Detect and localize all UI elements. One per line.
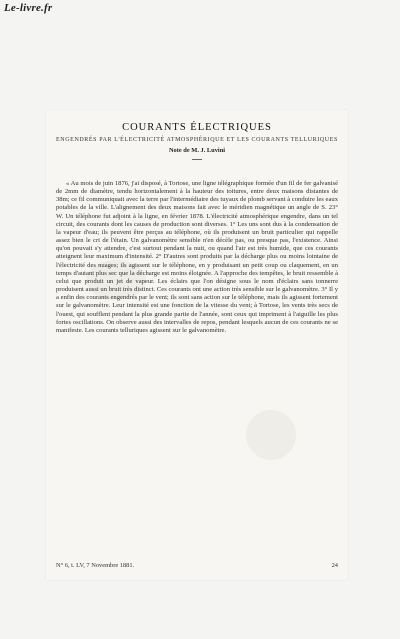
page-footer: [56, 562, 338, 569]
issue-reference: N° 6, t. LV, 7 Novembre 1881.: [56, 562, 135, 569]
page-number: 24: [331, 562, 338, 569]
article-subtitle: ENGENDRÉS PAR L'ÉLECTRICITÉ ATMOSPHÉRIQUE ET LES COURANTS TELLURIQUES: [56, 137, 338, 143]
article-header: [46, 122, 348, 160]
title-rule: [192, 159, 202, 160]
article-paragraph: « Au mois de juin 1876, j'ai disposé, à Tortose, une ligne télégraphique formée d'un fil de fer galvanisé de 2mm de diamètre, tendu horizontalement à la hauteur des toitures, entre deux maisons distantes de 38m; ce fil communiquait avec la terre par l'intermédiaire des tuyaux de plomb servant à conduire les eaux potables de la ville. L'alignement des deux maisons fait avec le méridien magnétique un angle de S. 23° W. Un téléphone fut adjoint à la ligne, en février 1878. L'électricité atmosphérique engendre, dans un tel circuit, des courants dont les causes de production sont diverses. 1° Les uns sont dus à la condensation de la vapeur d'eau; ils peuvent être perçus au téléphone, où ils produisent un bruit particulier qui rappelle assez bien le cri de l'étain. Un galvanomètre sensible n'en décèle pas, ou presque pas, l'existence. Ainsi qu'on pouvait s'y attendre, c'est surtout pendant la nuit, ou quand l'air est très humide, que ces courants atteignent leur maximum d'intensité. 2° D'autres sont produits par la décharge plus ou moins lointaine de l'électricité des nuages; ils agissent sur le téléphone, en y produisant un petit coup ou claquement, en un temps d'autant plus sec que la décharge est moins éloignée. A l'approche des tempêtes, le bruit ressemble à celui que produit un jet de vapeur. Les éclairs que l'on désigne sous le nom d'éclairs sans tonnerre produisent aussi un bruit très distinct. Ces courants ont une action très sensible sur le galvanomètre. 3° Il y a enfin des courants engendrés par le vent; ils sont sans action sur le téléphone, mais ils agissent fortement sur le galvanomètre. Leur intensité est une fonction de la vitesse du vent; à Tortose, les vents très secs de l'ouest, qui soufflent pendant la plus grande partie de l'année, sont ceux qui impriment à l'aiguille les plus fortes oscillations. On observe aussi des intervalles de repos, pendant lesquels aucun de ces courants ne se manifeste. Les courants telluriques agissent sur le galvanomètre.: [56, 180, 338, 334]
article-body: [56, 180, 338, 560]
article-title: COURANTS ÉLECTRIQUES: [122, 122, 272, 133]
article-author-note: Note de M. J. Luvini: [168, 147, 226, 154]
logo: Le-livre.fr: [4, 2, 53, 14]
document-page: [46, 110, 348, 580]
